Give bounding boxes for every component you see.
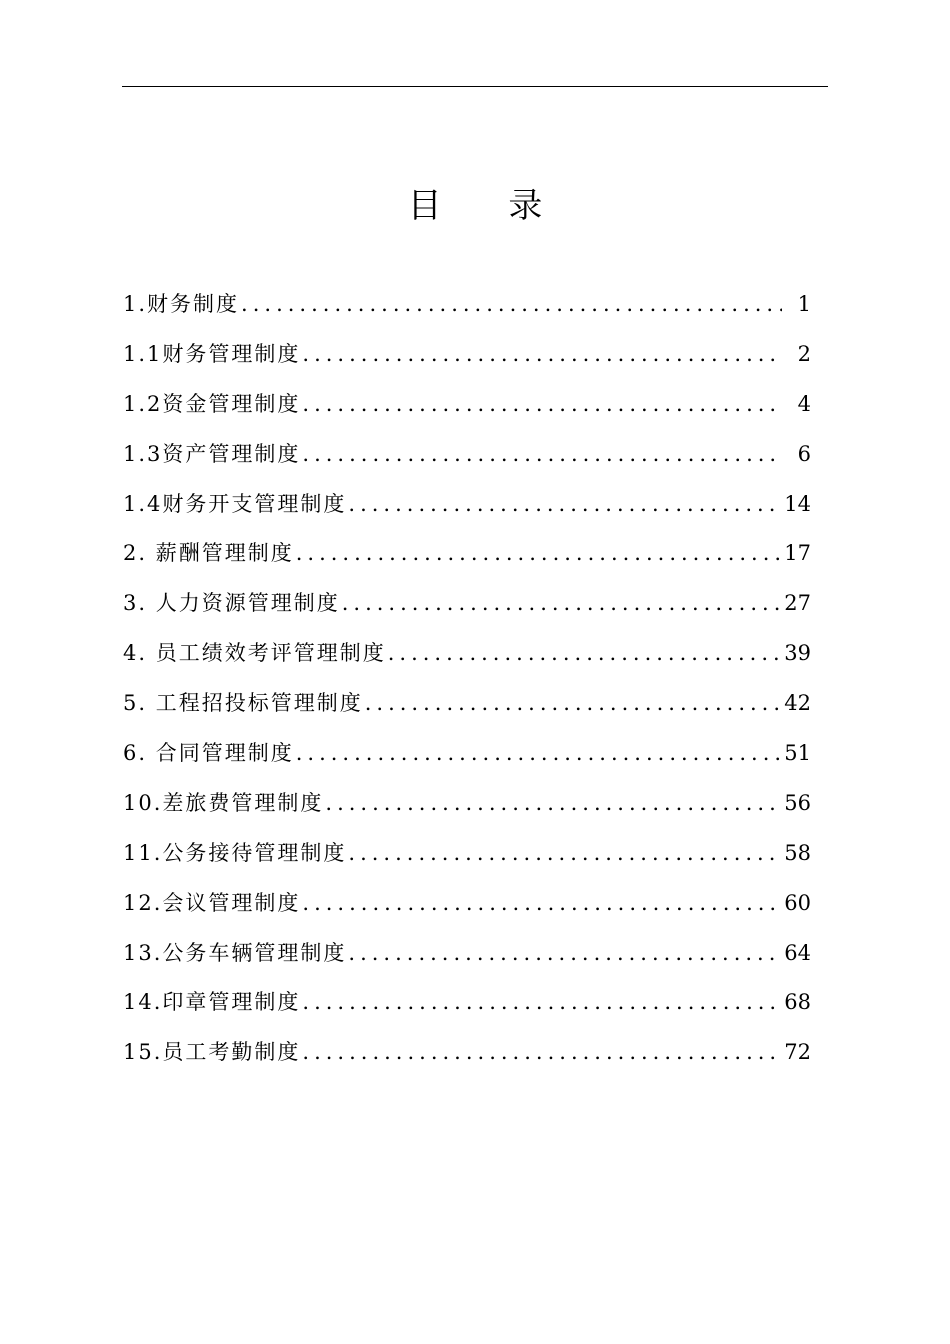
toc-entry-page: 6 [797,441,811,466]
toc-entry[interactable] [123,635,823,685]
toc-entry-page: 42 [784,691,811,716]
toc-dot-leader [348,835,781,871]
toc-entry-label: 1.3资产管理制度 [123,441,301,466]
toc-dot-leader [296,735,782,771]
toc-dot-leader [348,486,781,522]
toc-dot-leader [302,984,781,1020]
toc-entry-label: 3. 人力资源管理制度 [123,591,340,616]
toc-entry-label: 11.公务接待管理制度 [123,840,347,865]
toc-dot-leader [302,336,782,372]
toc-entry[interactable] [123,785,823,835]
toc-entry-page: 2 [797,341,811,366]
toc-dot-leader [302,1034,781,1070]
toc-entry-page: 1 [797,292,811,316]
toc-entry-label: 5. 工程招投标管理制度 [123,691,363,716]
toc-dot-leader [302,436,782,472]
toc-entry-label: 13.公务车辆管理制度 [123,940,347,965]
toc-entry[interactable] [123,885,823,935]
toc-entry-page: 68 [784,990,811,1015]
toc-entry-label: 6. 合同管理制度 [123,741,294,766]
toc-entry[interactable] [123,486,823,536]
toc-entry-label: 1.1财务管理制度 [123,341,301,366]
toc-entry-page: 4 [797,391,811,416]
toc-entry-label: 12.会议管理制度 [123,890,301,915]
toc-entry-page: 51 [784,741,811,766]
toc-entry-page: 72 [784,1040,811,1065]
toc-dot-leader [296,535,782,571]
toc-entry[interactable] [123,286,823,336]
toc-entry-page: 60 [784,890,811,915]
toc-entry-label: 4. 员工绩效考评管理制度 [123,641,386,666]
toc-entry[interactable] [123,436,823,486]
toc-dot-leader [342,585,782,621]
toc-entry-label: 1.2资金管理制度 [123,391,301,416]
toc-entry-page: 58 [784,840,811,865]
toc-entry-page: 39 [784,641,811,666]
toc-entry[interactable] [123,935,823,985]
toc-list [123,286,823,1084]
toc-dot-leader [348,935,781,971]
toc-entry-label: 14.印章管理制度 [123,990,301,1015]
toc-entry[interactable] [123,835,823,885]
toc-entry-page: 64 [784,940,811,965]
toc-entry[interactable] [123,685,823,735]
toc-entry-label: 10.差旅费管理制度 [123,790,324,815]
toc-dot-leader [241,286,782,322]
toc-entry[interactable] [123,535,823,585]
toc-entry[interactable] [123,1034,823,1084]
toc-dot-leader [388,635,782,671]
toc-entry[interactable] [123,735,823,785]
toc-dot-leader [302,386,782,422]
toc-entry-label: 2. 薪酬管理制度 [123,541,294,566]
toc-entry-page: 27 [784,591,811,616]
toc-dot-leader [365,685,782,721]
toc-entry-page: 56 [784,790,811,815]
toc-entry-page: 17 [784,541,811,566]
header-rule [122,86,828,87]
toc-entry[interactable] [123,386,823,436]
toc-entry-page: 14 [784,491,811,516]
toc-entry[interactable] [123,984,823,1034]
toc-title: 目 录 [407,186,571,226]
toc-dot-leader [302,885,781,921]
toc-entry-label: 1.4财务开支管理制度 [123,491,347,516]
toc-entry-label: 15.员工考勤制度 [123,1040,301,1065]
toc-entry[interactable] [123,336,823,386]
toc-entry[interactable] [123,585,823,635]
toc-entry-label: 1.财务制度 [123,292,240,316]
toc-dot-leader [325,785,781,821]
